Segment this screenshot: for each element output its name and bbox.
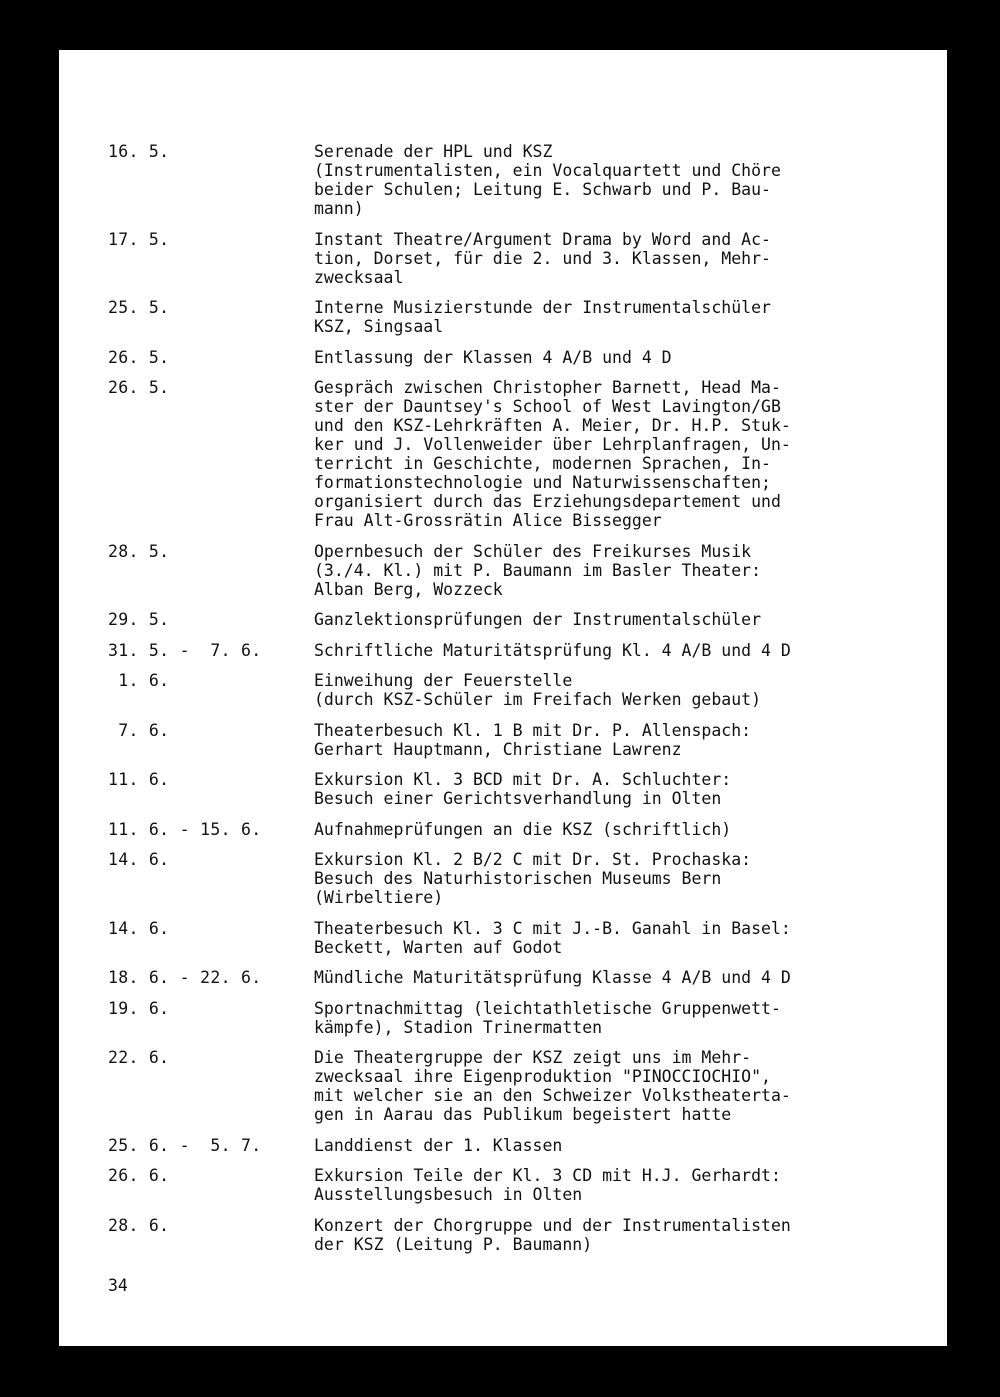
event-description-line: Ausstellungsbesuch in Olten <box>314 1185 583 1204</box>
event-description-line: Besuch des Naturhistorischen Museums Bern <box>314 869 722 888</box>
event-entry <box>108 1136 928 1155</box>
event-entry <box>108 378 928 530</box>
event-description <box>314 820 928 839</box>
event-date: 11. 6. <box>108 770 170 789</box>
event-description-line: (Instrumentalisten, ein Vocalquartett und Chöre <box>314 161 781 180</box>
event-description-line: Beckett, Warten auf Godot <box>314 937 563 957</box>
event-date: 16. 5. <box>108 142 170 161</box>
event-description-line: Frau Alt-Grossrätin Alice Bissegger <box>314 511 662 530</box>
event-date: 18. 6. - 22. 6. <box>108 968 262 987</box>
event-date: 14. 6. <box>108 918 170 938</box>
event-description-line: Exkursion Kl. 2 B/2 C mit Dr. St. Prochaska: <box>314 850 752 869</box>
event-entry <box>108 820 928 839</box>
event-description-line: der KSZ (Leitung P. Baumann) <box>314 1234 593 1254</box>
event-entry <box>108 1048 928 1124</box>
event-description-line: Theaterbesuch Kl. 1 B mit Dr. P. Allenspach: <box>314 720 752 740</box>
event-description-line: Besuch einer Gerichtsverhandlung in Olten <box>314 789 722 808</box>
event-entry <box>108 1216 928 1254</box>
event-description-line: Interne Musizierstunde der Instrumentalschüler <box>314 298 771 317</box>
event-description-line: zwecksaal ihre Eigenproduktion "PINOCCIOCHIO", <box>314 1067 771 1086</box>
event-description <box>314 298 928 336</box>
event-date: 14. 6. <box>108 850 170 869</box>
event-date: 28. 5. <box>108 541 170 561</box>
event-description <box>314 999 928 1037</box>
event-description-line: Theaterbesuch Kl. 3 C mit J.-B. Ganahl in Basel: <box>314 918 791 938</box>
event-description <box>314 1136 928 1155</box>
event-description-line: Exkursion Teile der Kl. 3 CD mit H.J. Gerhardt: <box>314 1166 781 1185</box>
event-description-line: ster der Dauntsey's School of West Lavington/GB <box>314 397 781 416</box>
event-date: 26. 5. <box>108 378 170 397</box>
event-description-line: Einweihung der Feuerstelle <box>314 671 573 690</box>
event-description <box>314 142 928 218</box>
event-entry <box>108 542 928 599</box>
event-description-line: Aufnahmeprüfungen an die KSZ (schriftlich) <box>314 819 732 839</box>
event-description-line: Serenade der HPL und KSZ <box>314 142 553 161</box>
event-description-line: formationstechnologie und Naturwissenschaften; <box>314 473 771 492</box>
event-description-line: Ganzlektionsprüfungen der Instrumentalschüler <box>314 610 762 629</box>
document-page <box>59 50 947 1346</box>
event-description <box>314 919 928 957</box>
event-description-line: beider Schulen; Leitung E. Schwarb und P. Bau- <box>314 180 771 199</box>
event-description <box>314 968 928 987</box>
event-list <box>108 142 928 1265</box>
event-description-line: (durch KSZ-Schüler im Freifach Werken gebaut) <box>314 690 762 709</box>
event-description <box>314 1166 928 1204</box>
event-entry <box>108 919 928 957</box>
event-date: 29. 5. <box>108 610 170 629</box>
event-entry <box>108 230 928 287</box>
event-entry <box>108 142 928 218</box>
event-description <box>314 641 928 660</box>
page-number: 34 <box>108 1276 128 1295</box>
event-date: 17. 5. <box>108 229 170 249</box>
event-entry <box>108 641 928 660</box>
event-description-line: Schriftliche Maturitätsprüfung Kl. 4 A/B und 4 D <box>314 640 791 660</box>
event-description-line: organisiert durch das Erziehungsdepartement und <box>314 492 781 511</box>
event-description-line: zwecksaal <box>314 267 404 287</box>
event-entry <box>108 770 928 808</box>
event-description-line: und den KSZ-Lehrkräften A. Meier, Dr. H.P. Stuk- <box>314 416 791 435</box>
event-description-line: Gespräch zwischen Christopher Barnett, Head Ma- <box>314 378 781 397</box>
event-description <box>314 1216 928 1254</box>
event-description-line: Opernbesuch der Schüler des Freikurses Musik <box>314 541 752 561</box>
event-date: 11. 6. - 15. 6. <box>108 819 262 839</box>
event-entry <box>108 721 928 759</box>
event-description <box>314 671 928 709</box>
event-entry <box>108 298 928 336</box>
event-entry <box>108 671 928 709</box>
event-description-line: Landdienst der 1. Klassen <box>314 1135 563 1155</box>
event-description-line: mit welcher sie an den Schweizer Volkstheaterta- <box>314 1086 791 1105</box>
event-description <box>314 770 928 808</box>
event-description-line: (3./4. Kl.) mit P. Baumann im Basler Theater: <box>314 560 762 580</box>
event-date: 31. 5. - 7. 6. <box>108 640 262 660</box>
event-description-line: Alban Berg, Wozzeck <box>314 579 503 599</box>
event-date: 22. 6. <box>108 1048 170 1067</box>
event-description <box>314 230 928 287</box>
event-description-line: KSZ, Singsaal <box>314 317 444 336</box>
event-description-line: Die Theatergruppe der KSZ zeigt uns im Mehr- <box>314 1048 752 1067</box>
event-date: 1. 6. <box>108 671 170 690</box>
event-description-line: ker und J. Vollenweider über Lehrplanfragen, Un- <box>314 435 791 454</box>
event-entry <box>108 850 928 907</box>
event-description <box>314 1048 928 1124</box>
event-description-line: Exkursion Kl. 3 BCD mit Dr. A. Schluchter: <box>314 770 732 789</box>
event-date: 25. 5. <box>108 298 170 317</box>
event-date: 26. 6. <box>108 1166 170 1185</box>
event-description-line: Sportnachmittag (leichtathletische Gruppenwett- <box>314 998 781 1018</box>
event-description <box>314 850 928 907</box>
event-entry <box>108 968 928 987</box>
event-description-line: mann) <box>314 199 364 218</box>
event-date: 7. 6. <box>108 720 170 740</box>
event-description <box>314 378 928 530</box>
event-description <box>314 721 928 759</box>
event-date: 19. 6. <box>108 998 170 1018</box>
event-description-line: Gerhart Hauptmann, Christiane Lawrenz <box>314 739 682 759</box>
event-description-line: (Wirbeltiere) <box>314 888 444 907</box>
event-date: 25. 6. - 5. 7. <box>108 1135 262 1155</box>
event-description <box>314 610 928 629</box>
event-description-line: Instant Theatre/Argument Drama by Word and Ac- <box>314 229 771 249</box>
event-description-line: tion, Dorset, für die 2. und 3. Klassen, Mehr- <box>314 248 771 268</box>
event-description-line: Mündliche Maturitätsprüfung Klasse 4 A/B und 4 D <box>314 968 791 987</box>
event-entry <box>108 610 928 629</box>
event-date: 28. 6. <box>108 1215 170 1235</box>
event-description <box>314 542 928 599</box>
event-entry <box>108 1166 928 1204</box>
event-description-line: Entlassung der Klassen 4 A/B und 4 D <box>314 347 672 367</box>
event-description-line: kämpfe), Stadion Trinermatten <box>314 1017 603 1037</box>
event-date: 26. 5. <box>108 347 170 367</box>
event-entry <box>108 999 928 1037</box>
event-description-line: terricht in Geschichte, modernen Sprachen, In- <box>314 454 771 473</box>
event-description <box>314 348 928 367</box>
event-description-line: Konzert der Chorgruppe und der Instrumentalisten <box>314 1215 791 1235</box>
event-description-line: gen in Aarau das Publikum begeistert hatte <box>314 1105 732 1124</box>
event-entry <box>108 348 928 367</box>
